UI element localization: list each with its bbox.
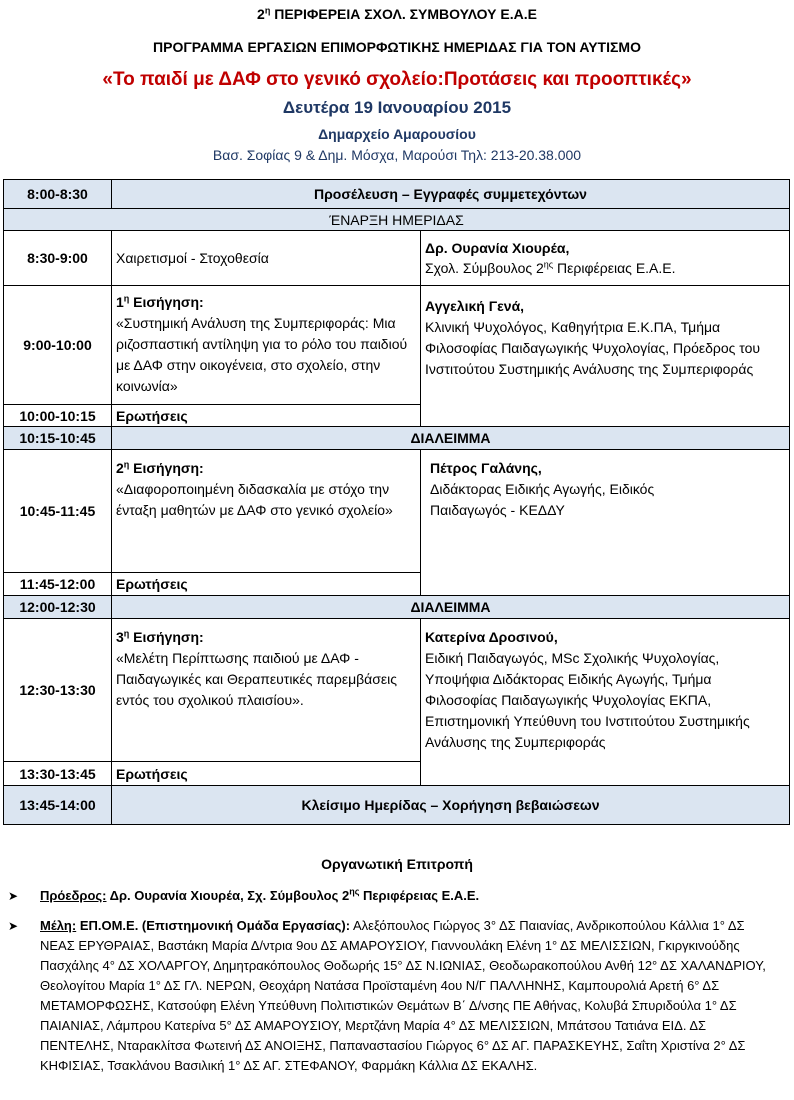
topic-cell: Χαιρετισμοί - Στοχοθεσία — [112, 231, 421, 286]
talk-title: «Μελέτη Περίπτωσης παιδιού με ΔΑΦ - Παιδαγωγικές και Θεραπευτικές παρεμβάσεις εντός του σχολικού πλαισίου». — [116, 650, 398, 708]
time-cell: 10:45-11:45 — [4, 450, 112, 573]
table-row — [4, 596, 790, 619]
time-cell: 12:00-12:30 — [4, 596, 112, 619]
event-venue: Δημαρχείο Αμαρουσίου — [318, 126, 476, 142]
committee-title: Οργανωτική Επιτροπή — [321, 856, 473, 872]
program-heading: ΠΡΟΓΡΑΜΜΑ ΕΡΓΑΣΙΩΝ ΕΠΙΜΟΡΦΩΤΙΚΗΣ ΗΜΕΡΙΔΑΣ ΓΙΑ ΤΟΝ ΑΥΤΙΣΜΟ — [153, 39, 641, 55]
talk-label: $1^\eta$ Εισήγηση: — [116, 293, 204, 310]
time-cell: 10:15-10:45 — [4, 427, 112, 450]
registration-cell: Προσέλευση – Εγγραφές συμμετεχόντων — [112, 180, 790, 209]
break-cell: ΔΙΑΛΕΙΜΜΑ — [112, 427, 790, 450]
speaker-name: Δρ. Ουρανία Χιουρέα, — [425, 240, 570, 256]
members-label: Μέλη: — [40, 918, 77, 933]
table-row — [4, 450, 790, 573]
speaker-name: Κατερίνα Δροσινού, — [425, 629, 558, 645]
speaker-name: Πέτρος Γαλάνης, — [430, 460, 542, 476]
committee-president — [0, 886, 794, 906]
table-row — [4, 286, 790, 405]
talk-label: $2^\eta$ Εισήγηση: — [116, 459, 204, 476]
speaker-role: Ειδική Παιδαγωγός, MSc Σχολικής Ψυχολογίας, Υποψήφια Διδάκτορας Ειδικής Αγωγής, Τμήμα Φιλοσοφίας Παιδαγωγικής Ψυχολογίας ΕΚΠΑ, Επιστημονική Υπεύθυνη του Ινστιτούτου Συστημικής Ανάλυσης της Συμπεριφοράς — [425, 650, 750, 750]
time-cell: 9:00-10:00 — [4, 286, 112, 405]
talk-title: «Συστημική Ανάλυση της Συμπεριφοράς: Μια ριζοσπαστική αντίληψη για το ρόλο του παιδιού με ΔΑΦ στην οικογένεια, στο σχολείο, στην κοινωνία» — [116, 315, 408, 394]
time-cell: 10:00-10:15 — [4, 405, 112, 427]
time-cell: 11:45-12:00 — [4, 573, 112, 596]
opening-cell: ΈΝΑΡΞΗ ΗΜΕΡΙΔΑΣ — [4, 209, 790, 231]
event-date: Δευτέρα 19 Ιανουαρίου 2015 — [282, 98, 512, 117]
speaker-name: Αγγελική Γενά, — [425, 298, 525, 314]
speaker-cell — [421, 286, 790, 427]
topic-cell — [112, 450, 421, 573]
speaker-role: Κλινική Ψυχολόγος, Καθηγήτρια Ε.Κ.ΠΑ, Τμήμα Φιλοσοφίας Παιδαγωγικής Ψυχολογίας, Πρόεδρος του Ινστιτούτου Συστημικής Ανάλυσης της Συμπεριφοράς — [425, 319, 761, 377]
closing-cell: Κλείσιμο Ημερίδας – Χορήγηση βεβαιώσεων — [112, 786, 790, 825]
president-label: Πρόεδρος: — [40, 888, 107, 903]
president-text: Δρ. Ουρανία Χιουρέα, Σχ. Σύμβουλος $2^{\eta\varsigma}$ Περιφέρειας Ε.Α.Ε. — [106, 886, 480, 903]
questions-cell: Ερωτήσεις — [112, 405, 421, 427]
speaker-role: Σχολ. Σύμβουλος $2^{\eta\varsigma}$ Περιφέρειας Ε.Α.Ε. — [425, 259, 676, 276]
members-list: Αλεξόπουλος Γιώργος 3° ΔΣ Παιανίας, Ανδρικοπούλου Κάλλια 1° ΔΣ ΝΕΑΣ ΕΡΥΘΡΑΙΑΣ, Βαστάκη Μαρία Δ/ντρια 9ου ΔΣ ΑΜΑΡΟΥΣΙΟΥ, Γιαννουλάκη Ελένη 1° ΔΣ ΜΕΛΙΣΣΙΩΝ, Γκιργκινούδης Πασχάλης 4° ΔΣ ΧΟΛΑΡΓΟΥ, Δημητρακόπουλος Θοδωρής 15° ΔΣ Ν.ΙΩΝΙΑΣ, Θεοδωρακοπούλου Ανθή 12° ΔΣ ΧΑΛΑΝΔΡΙΟΥ, Θεολογίτου Μαρία 1° ΔΣ ΓΛ. ΝΕΡΩΝ, Θεοχάρη Νατάσα Προϊσταμένη 4ου Ν/Γ ΠΑΛΛΗΝΗΣ, Καμπουρολιά Αρετή 6° ΔΣ ΜΕΤΑΜΟΡΦΩΣΗΣ, Κατσούφη Ελένη Υπεύθυνη Πολιτιστικών Θεμάτων Β΄ Δ/νσης ΠΕ Αθήνας, Κολυβά Σπυριδούλα 1° ΔΣ ΠΑΙΑΝΙΑΣ, Λάμπρου Κατερίνα 5° ΔΣ ΑΜΑΡΟΥΣΙΟΥ, Μερτζάνη Μαρία 4° ΔΣ ΜΕΛΙΣΣΙΩΝ, Μπάτσου Τατιάνα ΕΙΔ. ΔΣ ΠΕΝΤΕΛΗΣ, Νταρακλίτσα Φωτεινή ΔΣ ΑΝΟΙΞΗΣ, Παπαναστασίου Γιώργος 6° ΔΣ ΑΓ. ΠΑΡΑΣΚΕΥΗΣ, Σαΐτη Χριστίνα 2° ΔΣ ΚΗΦΙΣΙΑΣ, Τσακλάνου Βασιλική 1° ΔΣ ΑΓ. ΣΤΕΦΑΝΟΥ, Φαρμάκη Κάλλια ΔΣ ΕΚΑΛΗΣ. — [40, 918, 766, 1073]
table-row — [4, 427, 790, 450]
organizing-committee — [0, 856, 794, 1076]
time-cell: 13:30-13:45 — [4, 762, 112, 786]
event-title: «Το παιδί με ΔΑΦ στο γενικό σχολείο:Προτάσεις και προοπτικές» — [102, 69, 692, 90]
table-row — [4, 619, 790, 762]
table-row — [4, 231, 790, 286]
table-row — [4, 180, 790, 209]
table-row — [4, 209, 790, 231]
region-heading: $2^\eta$ ΠΕΡΙΦΕΡΕΙΑ ΣΧΟΛ. ΣΥΜΒΟΥΛΟΥ Ε.Α.Ε — [257, 5, 537, 22]
talk-label: $3^\eta$ Εισήγηση: — [116, 628, 204, 645]
talk-title: «Διαφοροποιημένη διδασκαλία με στόχο την ένταξη μαθητών με ΔΑΦ στο γενικό σχολείο» — [116, 481, 393, 518]
speaker-role: Διδάκτορας Ειδικής Αγωγής, Ειδικός Παιδαγωγός - ΚΕΔΔΥ — [430, 481, 655, 518]
topic-cell — [112, 286, 421, 405]
speaker-cell — [421, 619, 790, 786]
arrow-bullet-icon: ➤ — [8, 919, 19, 933]
document-header — [0, 6, 794, 163]
time-cell: 12:30-13:30 — [4, 619, 112, 762]
speaker-cell — [421, 231, 790, 286]
table-row — [4, 786, 790, 825]
time-cell: 8:00-8:30 — [4, 180, 112, 209]
program-table — [3, 179, 790, 825]
committee-members — [0, 916, 794, 1076]
members-intro: ΕΠ.ΟΜ.Ε. (Επιστημονική Ομάδα Εργασίας): — [76, 918, 351, 933]
arrow-bullet-icon: ➤ — [8, 889, 19, 903]
event-address: Βασ. Σοφίας 9 & Δημ. Μόσχα, Μαρούσι Τηλ: 213-20.38.000 — [212, 147, 582, 163]
questions-cell: Ερωτήσεις — [112, 573, 421, 596]
time-cell: 8:30-9:00 — [4, 231, 112, 286]
topic-cell — [112, 619, 421, 762]
speaker-cell — [421, 450, 790, 596]
time-cell: 13:45-14:00 — [4, 786, 112, 825]
questions-cell: Ερωτήσεις — [112, 762, 421, 786]
break-cell: ΔΙΑΛΕΙΜΜΑ — [112, 596, 790, 619]
